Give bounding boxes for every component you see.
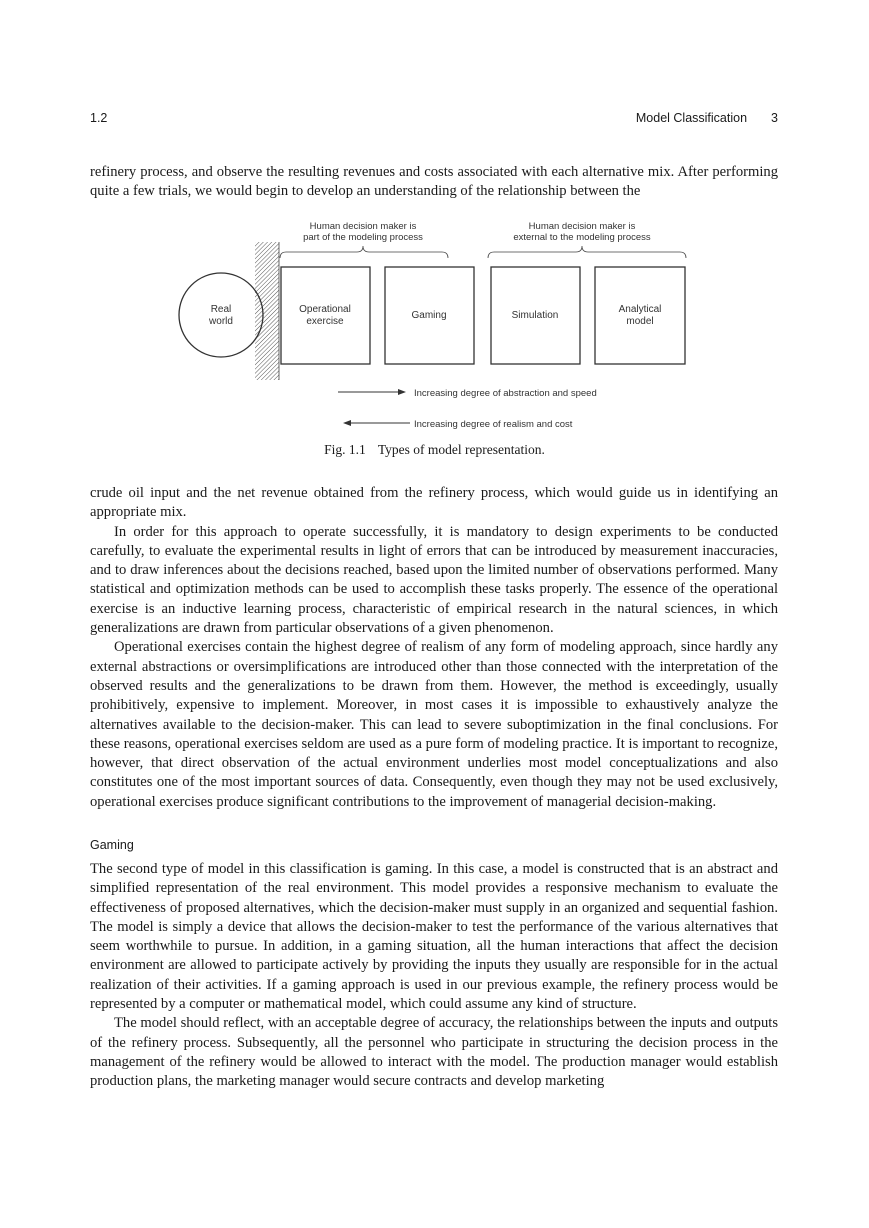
real-world-label-line1: Real (210, 304, 232, 315)
group-right-label-line2: external to the modeling process (513, 232, 651, 243)
arrow-right-head (398, 389, 406, 395)
analytical-model-label-line1: Analytical (618, 304, 662, 315)
paragraph: crude oil input and the net revenue obtained from the refinery process, which would guide us in identifying an appropriate mix. (90, 485, 778, 521)
arrow-right-label: Increasing degree of abstraction and speed (414, 388, 597, 399)
running-header (90, 111, 778, 129)
gaming-label: Gaming (411, 310, 447, 321)
gaming-section-text (90, 860, 778, 1092)
group-left-label-line1: Human decision maker is (309, 221, 417, 232)
paragraph: Operational exercises contain the highest degree of realism of any form of modeling approach, since hardly any external abstractions or oversimplifications are introduced other than those connected with the interpretation of the observed results and the generalizations to be drawn from them. However, the method is exceedingly, usually prohibitively, expensive to implement. Moreover, in most cases it is impossible to exhaustively analyze the alternatives available to the decision-maker. This can lead to severe suboptimization in the final conclusions. For these reasons, operational exercises seldom are used as a pure form of modeling practice. It is important to recognize, however, that direct observation of the actual environment underlies most model conceptualizations and also constitutes one of the most important sources of data. Consequently, even though they may not be used exclusively, operational exercises produce significant contributions to the improvement of managerial decision-making. (90, 639, 778, 810)
operational-exercise-label-line2: exercise (306, 316, 344, 327)
figure-number: Fig. 1.1 (324, 442, 366, 457)
simulation-label: Simulation (511, 310, 559, 321)
real-world-label-line2: world (209, 316, 233, 327)
group-right-brace (488, 246, 686, 258)
model-types-figure (170, 212, 700, 437)
header-right (636, 111, 778, 125)
paragraph: The model should reflect, with an acceptable degree of accuracy, the relationships between the inputs and outputs of the refinery process. Subsequently, all the personnel who participate in structuring the decision process in the management of the refinery would be allowed to interact with the model. The production manager would establish production plans, the marketing manager would secure contracts and develop marketing (90, 1015, 778, 1090)
body-text (90, 484, 778, 812)
group-left-label-line2: part of the modeling process (303, 232, 423, 243)
section-heading-gaming: Gaming (90, 838, 134, 852)
top-paragraph (90, 163, 778, 202)
arrow-left-label: Increasing degree of realism and cost (414, 419, 573, 430)
paragraph: The second type of model in this classification is gaming. In this case, a model is constructed that is an abstract and simplified representation of the real environment. This model provides a responsive mechanism to evaluate the effectiveness of proposed alternatives, which the decision-maker must supply in an organized and sequential fashion. The model is simply a device that allows the decision-maker to test the performance of the various alternatives that seem worthwhile to pursue. In addition, in a gaming situation, all the human interactions that affect the decision environment are allowed to participate actively by providing the inputs they usually are responsible for in the actual realization of their activities. If a gaming approach is used in our previous example, the refinery process would be represented by a computer or mathematical model, which could assume any kind of structure. (90, 861, 778, 1013)
header-title: Model Classification (635, 111, 748, 125)
header-section-number: 1.2 (90, 111, 108, 125)
figure-caption (0, 442, 869, 458)
real-world-circle (179, 273, 263, 357)
group-left-brace (280, 246, 448, 258)
analytical-model-label-line2: model (626, 316, 654, 327)
group-right-label-line1: Human decision maker is (528, 221, 636, 232)
arrow-left-head (343, 420, 351, 426)
paragraph: In order for this approach to operate successfully, it is mandatory to design experiments to be conducted carefully, to evaluate the experimental results in light of errors that can be introduced by measurement inaccuracies, and to draw inferences about the decisions reached, based upon the limited number of observations performed. Many statistical and optimization methods can be used to accomplish these tasks properly. The essence of the operational exercise is an inductive learning process, characteristic of empirical research in the natural sciences, in which generalizations are drawn from particular observations of a given phenomenon. (90, 523, 778, 637)
paragraph: refinery process, and observe the resulting revenues and costs associated with each alternative mix. After performing quite a few trials, we would begin to develop an understanding of the relationship between the (90, 164, 778, 200)
operational-exercise-label-line1: Operational (299, 304, 351, 315)
figure-caption-text: Types of model representation. (377, 442, 545, 457)
page-number: 3 (771, 111, 778, 125)
boundary-hatch (255, 242, 279, 380)
